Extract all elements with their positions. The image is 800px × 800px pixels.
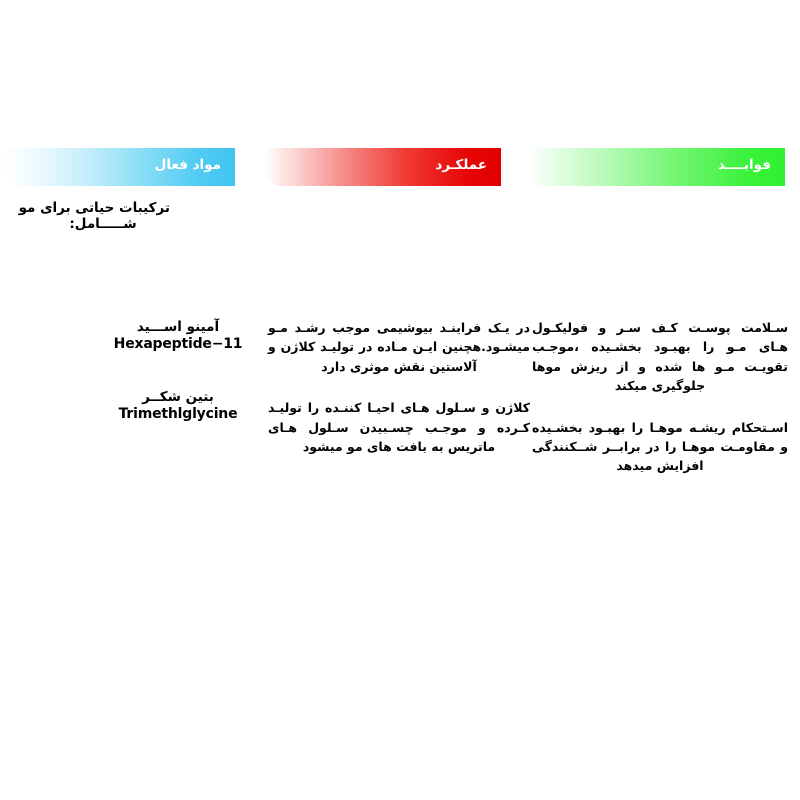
ingredient-list bbox=[8, 320, 258, 461]
banner-active-ingredients-label: مواد فعال bbox=[154, 157, 221, 174]
active-ingredients-heading: ترکیبات حیاتی برای مو bbox=[18, 200, 170, 216]
column-active-ingredients bbox=[8, 200, 258, 422]
benefits-paragraphs bbox=[532, 318, 788, 498]
ingredient-name-en: Hexapeptide−11 bbox=[113, 335, 243, 352]
banner-function-label: عملکـرد bbox=[435, 157, 487, 174]
ingredient-name-en: Trimethlglycine bbox=[118, 405, 238, 422]
ingredient-name-fa: بتین شکــر bbox=[142, 389, 214, 406]
benefits-paragraph: اسـتحکام ریشـه موهـا را بهبـود بخشـیده و مقاومـت موهـا را در برابــر شــکنندگی افزایش میدهد bbox=[532, 419, 788, 474]
active-ingredients-subheading: شـــــامل: bbox=[69, 215, 137, 232]
benefits-paragraph: سـلامت پوسـت کـف سـر و فولیکـول هـای مـو را بهبـود بخشـیده ،موجـب تقویـت مـو ها شده و از ریزش موها جلوگیری میکند bbox=[532, 320, 788, 394]
list-item bbox=[98, 390, 258, 422]
function-paragraphs bbox=[268, 318, 530, 478]
banner-benefits bbox=[528, 148, 785, 186]
banner-function bbox=[265, 148, 501, 186]
list-item bbox=[98, 320, 258, 352]
banner-active-ingredients bbox=[3, 148, 235, 186]
banner-benefits-label: فوایــــد bbox=[717, 157, 771, 174]
ingredient-name-fa: آمینو اســـید bbox=[136, 319, 220, 335]
function-paragraph: کلاژن و سـلول هـای احیـا کننـده را تولیـد کـرده و موجـب چسـبیدن سـلول هـای ماتریس به بافت های مو میشود bbox=[268, 400, 530, 454]
function-paragraph: در یـک فراینـد بیوشیمی موجب رشـد مـو میشـود.هچنین ایـن مـاده در تولیـد کلاژن و آلاستین نقش موثری دارد bbox=[268, 320, 530, 374]
